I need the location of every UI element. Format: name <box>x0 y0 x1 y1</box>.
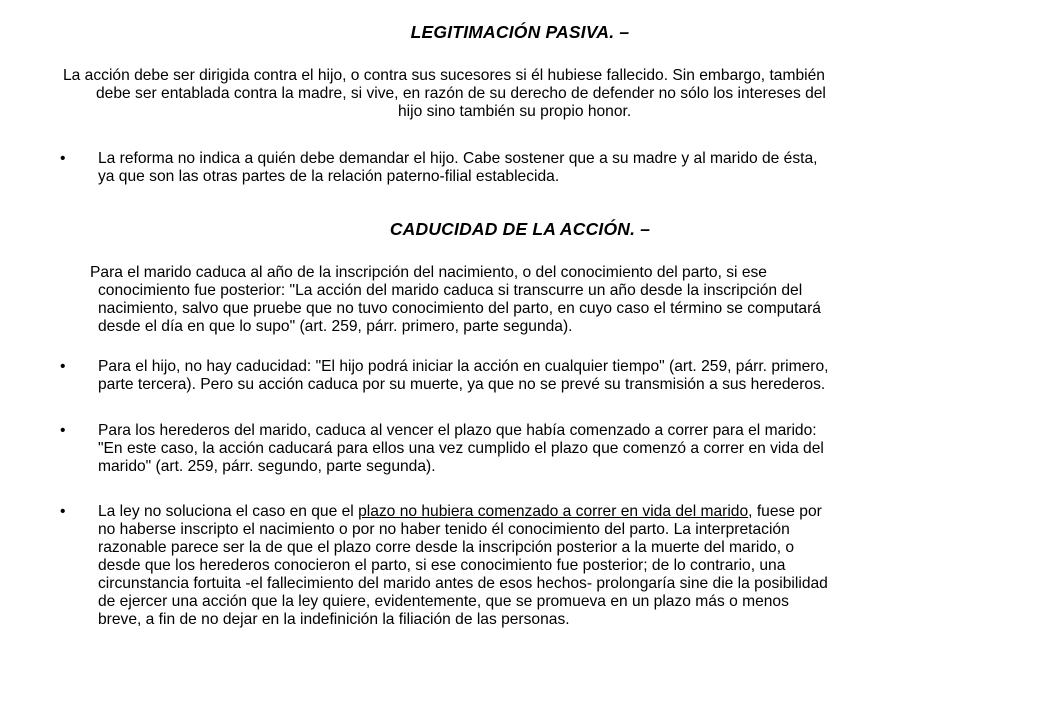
bullet-item-4 <box>60 503 990 633</box>
bullet-text-1 <box>98 150 998 186</box>
bullet4-line-2: no haberse inscripto el nacimiento o por no haber tenido él conocimiento del parto. La interpretación <box>98 521 790 538</box>
bullet4-line1-start: La ley no soluciona el caso en que el <box>98 503 359 520</box>
intro-line-2: debe ser entablada contra la madre, si vive, en razón de su derecho de defender no sólo los intereses del <box>96 85 826 102</box>
para2-line-2: conocimiento fue posterior: "La acción del marido caduca si transcurre un año desde la inscripción del <box>98 282 803 299</box>
bullet4-line-1 <box>98 503 998 521</box>
bullet3-line-3: marido" (art. 259, párr. segundo, parte segunda). <box>98 458 436 475</box>
bullet1-line-1: La reforma no indica a quién debe demandar el hijo. Cabe sostener que a su madre y al marido de ésta, <box>98 150 818 167</box>
intro-line-1: La acción debe ser dirigida contra el hijo, o contra sus sucesores si él hubiese fallecido. Sin embargo, también <box>63 67 825 84</box>
bullet2-line-2: parte tercera). Pero su acción caduca por su muerte, ya que no se prevé su transmisión a sus herederos. <box>98 376 826 393</box>
para2-line-1: Para el marido caduca al año de la inscripción del nacimiento, o del conocimiento del parto, si ese <box>90 264 767 281</box>
bullet3-line-2: "En este caso, la acción caducará para ellos una vez cumplido el plazo que comenzó a correr en vida del <box>98 440 824 457</box>
bullet4-line1-end: , fuese por <box>748 503 822 520</box>
bullet4-line-3: razonable parece ser la de que el plazo corre desde la inscripción posterior a la muerte del marido, o <box>98 539 795 556</box>
intro-paragraph <box>63 67 993 121</box>
intro-line-3: hijo sino también su propio honor. <box>398 103 632 120</box>
heading-caducidad: CADUCIDAD DE LA ACCIÓN. – <box>389 219 651 239</box>
heading-legitimacion-pasiva: LEGITIMACIÓN PASIVA. – <box>410 22 630 42</box>
para2-line-4: desde el día en que lo supo" (art. 259, párr. primero, parte segunda). <box>98 318 573 335</box>
bullet-item-2 <box>60 358 990 398</box>
bullet-text-3 <box>98 422 998 476</box>
bullet-marker: • <box>60 422 66 439</box>
bullet1-line-2: ya que son las otras partes de la relación paterno-filial establecida. <box>98 168 560 185</box>
bullet3-line-1: Para los herederos del marido, caduca al vencer el plazo que había comenzado a correr para el marido: <box>98 422 817 439</box>
caducidad-paragraph <box>90 264 1010 336</box>
bullet-text-4 <box>98 503 998 629</box>
bullet4-underlined-phrase: plazo no hubiera comenzado a correr en vida del marido <box>358 503 749 520</box>
bullet2-line-1: Para el hijo, no hay caducidad: "El hijo podrá iniciar la acción en cualquier tiempo" (art. 259, párr. primero, <box>98 358 829 375</box>
bullet4-line-6: de ejercer una acción que la ley quiere, evidentemente, que se promueva en un plazo más o menos <box>98 593 789 610</box>
bullet-text-2 <box>98 358 998 394</box>
bullet4-line-5: circunstancia fortuita -el fallecimiento del marido antes de esos hechos- prolongaría sine die la posibilidad <box>98 575 828 592</box>
bullet-marker: • <box>60 358 66 375</box>
bullet4-line-7: breve, a fin de no dejar en la indefinición la filiación de las personas. <box>98 611 570 628</box>
bullet-marker: • <box>60 503 66 520</box>
para2-line-3: nacimiento, salvo que pruebe que no tuvo conocimiento del parto, en cuyo caso el término se computará <box>98 300 821 317</box>
bullet-item-1 <box>60 150 990 190</box>
bullet4-line-4: desde que los herederos conocieron el parto, si ese conocimiento fue posterior; de lo contrario, una <box>98 557 786 574</box>
bullet-item-3 <box>60 422 990 478</box>
bullet-marker: • <box>60 150 66 167</box>
